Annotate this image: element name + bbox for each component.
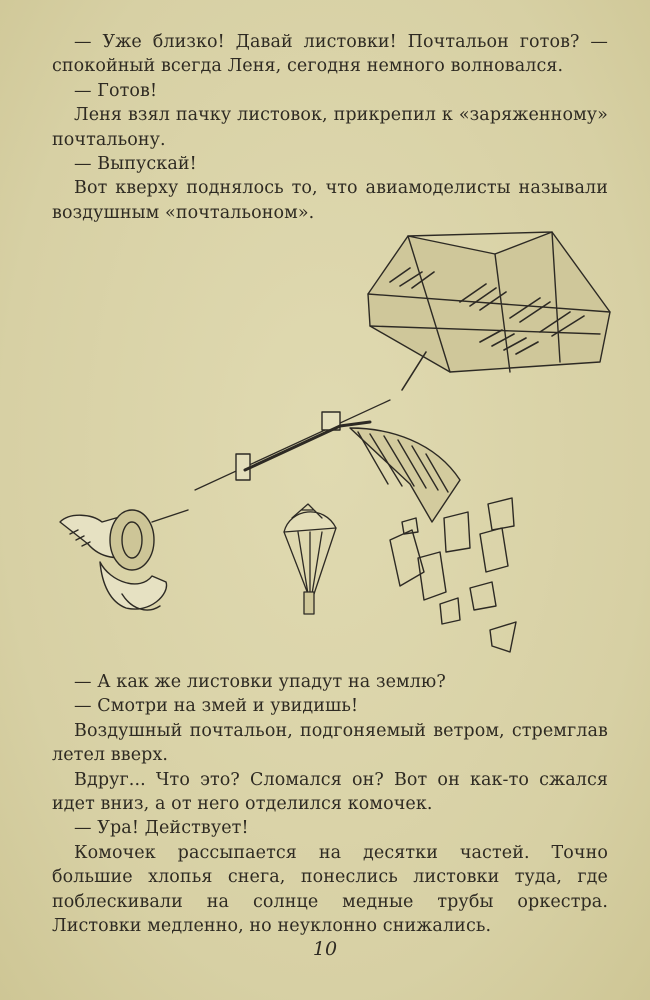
paragraph: — Уже близко! Давай листовки! Почтальон готов? — спокойный всегда Леня, сегодня немного волновался. (52, 32, 608, 77)
paragraph: — Готов! (74, 80, 158, 101)
paragraph: Вдруг... Что это? Сломался он? Вот он как-то сжался идет вниз, а от него отделился комочек. (52, 769, 608, 815)
kite-string (195, 400, 390, 490)
paragraph: — Смотри на змей и увидишь! (74, 696, 359, 717)
kite-drawing (368, 232, 610, 390)
paragraph: — Выпускай! (74, 154, 197, 175)
paragraph: Леня взял пачку листовок, прикрепил к «заряженному» почтальону. (52, 105, 608, 150)
paragraph: Вот кверху поднялось то, что авиамоделисты называли воздушным «почтальоном». (52, 178, 608, 223)
page-number: 10 (312, 938, 338, 960)
paragraph: — Ура! Действует! (74, 818, 249, 839)
paragraph: Комочек рассыпается на десятки частей. Точно большие хлопья снега, понеслись листовки туда, где поблескивали на солнце медные трубы оркестра. Листовки медленно, но неуклонно снижались. (52, 842, 608, 937)
falling-leaflets (390, 498, 516, 652)
bottom-text-block (52, 670, 608, 938)
paragraph: — А как же листовки упадут на землю? (74, 672, 446, 692)
top-text-block (52, 30, 608, 225)
parachute-drawing (284, 504, 336, 614)
kite-postman-illustration (40, 222, 630, 662)
postman-glider (236, 412, 460, 522)
paragraph: Воздушный почтальон, подгоняемый ветром, стремглав летел вверх. (52, 720, 608, 766)
winch-and-hands (60, 510, 188, 610)
